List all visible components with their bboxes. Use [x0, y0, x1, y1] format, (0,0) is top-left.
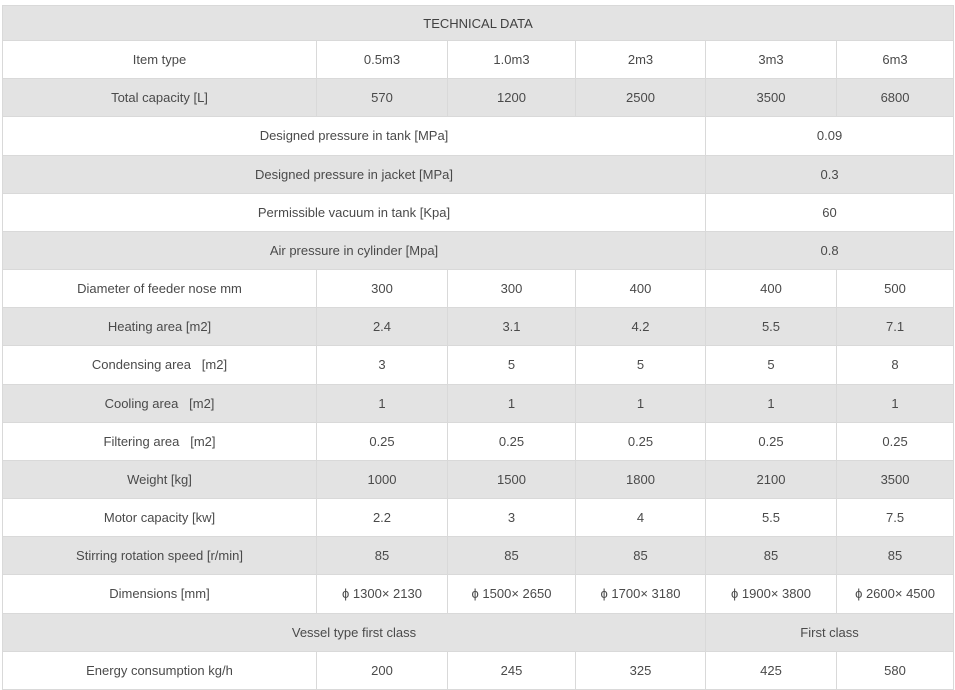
row-value: 300 [448, 270, 576, 308]
row-value: 2.4 [317, 308, 448, 346]
table-title: TECHNICAL DATA [3, 6, 954, 41]
row-value: 1.0m3 [448, 41, 576, 79]
row-label: Diameter of feeder nose mm [3, 270, 317, 308]
row-value: 1 [706, 384, 837, 422]
row-value: 6800 [837, 79, 954, 117]
table-row [3, 308, 954, 346]
row-value: 3.1 [448, 308, 576, 346]
row-label: Vessel type first class [3, 613, 706, 651]
row-label: Total capacity [L] [3, 79, 317, 117]
row-label: Designed pressure in tank [MPa] [3, 117, 706, 155]
row-value: ϕ 1700× 3180 [576, 575, 706, 613]
row-value: 0.5m3 [317, 41, 448, 79]
row-value: 0.09 [706, 117, 954, 155]
row-value: 400 [576, 270, 706, 308]
row-value: 3m3 [706, 41, 837, 79]
table-row [3, 575, 954, 613]
row-value: 60 [706, 193, 954, 231]
table-row [3, 499, 954, 537]
row-value: 1000 [317, 460, 448, 498]
row-value: First class [706, 613, 954, 651]
row-value: 0.25 [317, 422, 448, 460]
row-value: 2100 [706, 460, 837, 498]
table-row [3, 79, 954, 117]
row-value: 5 [448, 346, 576, 384]
row-value: ϕ 2600× 4500 [837, 575, 954, 613]
row-value: 425 [706, 651, 837, 689]
row-value: 3500 [837, 460, 954, 498]
table-title-row [3, 6, 954, 41]
row-label: Weight [kg] [3, 460, 317, 498]
row-value: 0.3 [706, 155, 954, 193]
row-value: 85 [317, 537, 448, 575]
row-value: 300 [317, 270, 448, 308]
technical-data-table [2, 5, 954, 690]
table-row [3, 460, 954, 498]
row-label: Motor capacity [kw] [3, 499, 317, 537]
row-value: 580 [837, 651, 954, 689]
row-label: Heating area [m2] [3, 308, 317, 346]
row-value: 1 [317, 384, 448, 422]
row-value: 85 [706, 537, 837, 575]
row-label: Cooling area [m2] [3, 384, 317, 422]
table-row [3, 117, 954, 155]
row-value: 325 [576, 651, 706, 689]
row-value: 2.2 [317, 499, 448, 537]
table-row [3, 537, 954, 575]
table-row [3, 41, 954, 79]
row-value: 0.8 [706, 231, 954, 269]
table-row [3, 422, 954, 460]
row-value: 1800 [576, 460, 706, 498]
row-value: 3 [448, 499, 576, 537]
row-value: ϕ 1300× 2130 [317, 575, 448, 613]
row-value: 5 [576, 346, 706, 384]
row-value: 7.1 [837, 308, 954, 346]
row-value: 6m3 [837, 41, 954, 79]
row-value: 1 [837, 384, 954, 422]
row-value: 1200 [448, 79, 576, 117]
row-value: 3 [317, 346, 448, 384]
row-value: 4 [576, 499, 706, 537]
row-value: 85 [576, 537, 706, 575]
row-value: 0.25 [576, 422, 706, 460]
row-value: 500 [837, 270, 954, 308]
row-value: 245 [448, 651, 576, 689]
row-label: Designed pressure in jacket [MPa] [3, 155, 706, 193]
table-row [3, 613, 954, 651]
row-value: 2500 [576, 79, 706, 117]
row-label: Condensing area [m2] [3, 346, 317, 384]
row-value: 7.5 [837, 499, 954, 537]
table-row [3, 651, 954, 689]
row-value: 570 [317, 79, 448, 117]
row-value: 1 [576, 384, 706, 422]
row-label: Air pressure in cylinder [Mpa] [3, 231, 706, 269]
row-value: ϕ 1500× 2650 [448, 575, 576, 613]
table-row [3, 231, 954, 269]
row-value: 85 [448, 537, 576, 575]
row-value: 4.2 [576, 308, 706, 346]
row-value: 5 [706, 346, 837, 384]
row-label: Dimensions [mm] [3, 575, 317, 613]
row-value: ϕ 1900× 3800 [706, 575, 837, 613]
row-label: Stirring rotation speed [r/min] [3, 537, 317, 575]
table-row [3, 270, 954, 308]
row-value: 200 [317, 651, 448, 689]
row-value: 1 [448, 384, 576, 422]
row-value: 0.25 [837, 422, 954, 460]
row-value: 1500 [448, 460, 576, 498]
row-value: 2m3 [576, 41, 706, 79]
table-row [3, 155, 954, 193]
row-value: 3500 [706, 79, 837, 117]
row-value: 85 [837, 537, 954, 575]
row-value: 0.25 [706, 422, 837, 460]
row-label: Permissible vacuum in tank [Kpa] [3, 193, 706, 231]
row-value: 0.25 [448, 422, 576, 460]
table-row [3, 193, 954, 231]
row-value: 400 [706, 270, 837, 308]
row-value: 5.5 [706, 308, 837, 346]
row-value: 5.5 [706, 499, 837, 537]
row-value: 8 [837, 346, 954, 384]
row-label: Energy consumption kg/h [3, 651, 317, 689]
table-row [3, 346, 954, 384]
row-label: Filtering area [m2] [3, 422, 317, 460]
table-row [3, 384, 954, 422]
row-label: Item type [3, 41, 317, 79]
